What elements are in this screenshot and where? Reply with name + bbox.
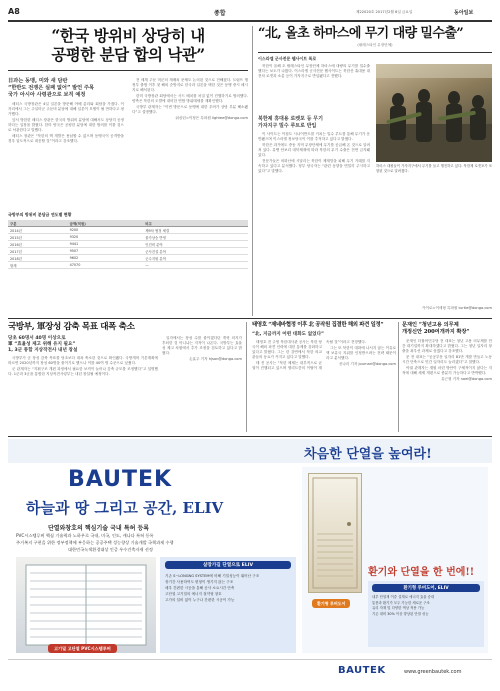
table-cell: 군수지원 분야 (143, 255, 248, 262)
ad-box2-item: 유리 자재 및 다양한 색상 적용 가능 (372, 606, 425, 611)
story3-body (8, 356, 158, 422)
ad-url-link[interactable]: www.greenbautek.com (404, 669, 462, 675)
story1-para: 한미 국방장관 회담에서는 사드 배치를 차질 없이 진행하기로 합의했다. 양측은 북한의 도발에 대비한 연합 방위태세를 재확인했다. (132, 94, 248, 103)
table-head: 구분 (8, 220, 68, 227)
story1-para: 매티스 장관은 “북한의 핵 개발은 용납할 수 없으며 동맹국이 공격받을 경우 압도적으로 대응할 것”이라고 강조했다. (8, 134, 124, 143)
column-rule (252, 26, 253, 316)
ad-main-title: 하늘과 땅 그리고 공간, ELIV (26, 499, 224, 517)
story3-sub2: 軍 “효율성 제고 위해 유지 필요” (8, 342, 76, 347)
story-defense-cost (8, 26, 248, 316)
story2-photo (376, 64, 492, 162)
story5-headline-2: 개정신안 200여개까지 확장” (402, 329, 470, 335)
table-row (8, 227, 248, 234)
paper-name: 동아일보 (454, 10, 474, 16)
ad-header-band (8, 439, 492, 463)
story1-headline-2: 공평한 분담 합의 낙관” (51, 45, 205, 64)
table-cell: — (143, 262, 248, 269)
story2-body-left (258, 132, 370, 252)
table-row (8, 248, 248, 255)
story5-byline: 유근형 기자 noel@donga.com (441, 377, 492, 381)
story3-sub1: 당초 60명서 40명 이상으로 (8, 336, 66, 341)
ad-badge-1: 고기밀 고단열 PVC시스템루버 (48, 644, 117, 653)
table-row (8, 241, 248, 248)
section-name: 종합 (214, 10, 226, 17)
story1-para: 매티스 국방장관은 4일 일본을 방문해 아베 총리와 회담을 가졌다. 이 자리에서 그는 주일미군 주둔비 분담에 대해 일본이 모델이 될 만하다고 평가했다. (8, 102, 124, 116)
ad-right-panel (302, 467, 488, 653)
story2-sub1: 북한제 휴대용 로켓포 등 무기 (258, 116, 323, 122)
table-cell: 군사건설 분야 (143, 248, 248, 255)
header-rule (8, 20, 492, 22)
story2-photo-caption: 하마스 대원들이 가자지구에서 무기를 들고 행진하고 있다. 북한제 로켓포가 포함된 것으로 알려졌다. (376, 164, 492, 173)
column-rule (398, 322, 399, 432)
story-north-korea-arms (258, 26, 492, 316)
table-cell: 9602 (68, 255, 144, 262)
story3-byline: 손효주 기자 hjson@donga.com (189, 357, 242, 361)
table-row (8, 255, 248, 262)
ad-sub-line-3: 대한민국녹색환경대상 인증 우수건축자재 선정 (68, 547, 153, 552)
story5-headline-1: 문재인 “청년고용 의무제 (402, 322, 459, 328)
story1-body-right (132, 78, 248, 200)
story1-sub1: 日과는 동맹, 미와 새 담판 (8, 78, 68, 84)
story1-rule (8, 70, 248, 71)
story1-table-title: 국방부의 방위비 분담금 연도별 현황 (8, 212, 72, 217)
date-line: 제22020호 2017년2월 6일 금요일 (356, 10, 413, 14)
story2-para: 이 사이트는 이집트 시나이반도를 거치는 밀수 루트를 통해 무기가 운반됐으며 이스라엘 정보당국이 이를 추적하고 있다고 밝혔다. (258, 132, 370, 141)
table-row (8, 234, 248, 241)
ad-badge-2: 환기형 루버도어 (312, 599, 350, 608)
ad-footer-logo: BAUTEK (338, 665, 386, 676)
table-head: 금액(억원) (68, 220, 144, 227)
ad-box2-head: 환기형 루버도어, ELIV (372, 584, 480, 592)
ad-box1-title: 살장가길 단열으로 ELIV (165, 561, 291, 569)
column-rule (246, 322, 247, 432)
story1-para: 국방부 관계자는 “이번 방문으로 동맹에 대한 우려가 상당 부분 해소됐다”고 설명했다. (132, 105, 248, 114)
table-cell: 인건비 분야 (143, 241, 248, 248)
ad-top-headline: 차음한 단열을 높여라! (304, 447, 432, 462)
table-cell: 9507 (68, 248, 144, 255)
story5-para: 문 전 대표는 “공공부문 일자리 81만 개를 만들고 노동시간 단축으로 민간 일자리도 늘리겠다”고 말했다. (402, 355, 492, 364)
table-row (8, 262, 248, 269)
story-moon-jaein (402, 322, 492, 432)
defense-cost-table (8, 220, 248, 269)
table-head: 비고 (143, 220, 248, 227)
table-cell: 제9차 협정 체결 (143, 227, 248, 234)
ad-box1-item: 기존 S~LONGNG SYSTEM에 비해 기밀성능이 뛰어난 구조 (165, 574, 260, 578)
ad-box1-item: 매우 간편한 시공을 통해 공사 소요시간 단축 (165, 586, 235, 590)
story4-para: 그는 또 북한이 대화에 나서지 않는 이유로 핵 보유국 지위를 인정받으려는 전략 때문이라고 분석했다. (326, 346, 396, 360)
ad-door-image (308, 473, 362, 593)
ad-sub-line-2: 주거복지 구현을 위한 정부정책에 부응하는 공공주택 성능향상 기술개발 국책과제 수행 (16, 540, 174, 545)
table-cell: 2017년 (8, 248, 68, 255)
ad-box1-item: 고단열 고기밀의 에너지 절약형 창호 (165, 592, 222, 596)
page-number: A8 (8, 7, 20, 16)
story3-body-2 (162, 336, 242, 428)
table-cell: 2015년 (8, 234, 68, 241)
table-cell: 2016년 (8, 241, 68, 248)
story2-headline: “北, 올초 하마스에 무기 대량 밀수출” (258, 26, 464, 41)
ad-box1-item: 장기간 사용하여도 변형이 생기지 않는 구조 (165, 580, 234, 584)
story3-headline: 국방부, 軍장성 감축 목표 대폭 축소 (8, 322, 135, 332)
window-louver-icon (16, 557, 156, 653)
story2-body-left-top (258, 64, 370, 114)
table-cell: 2018년 (8, 255, 68, 262)
story2-para: 북한이 올해 초 팔레스타인 무장단체 하마스에 대량의 무기를 밀수출했다는 보도가 나왔다. 이스라엘 군사전문 웹사이트는 북한산 휴대용 대전차 로켓과 소총 등이 가자지구로 반입됐다고 전했다. (258, 64, 370, 78)
story2-rule (258, 52, 492, 53)
bautek-advertisement (8, 436, 492, 684)
story3-para: 국방부가 군 장성 감축 목표를 당초보다 대폭 축소한 것으로 확인됐다. 국방개혁 기본계획에 따르면 2020년까지 장성 60명을 줄이기로 했으나 이를 40여 명 수준으로 낮췄다. (8, 356, 158, 365)
story1-table-box (8, 212, 248, 312)
story5-para: 문재인 더불어민주당 전 대표는 청년 고용 의무제를 민간 대기업까지 확대하겠다고 밝혔다. 그는 청년 일자리 창출을 최우선 과제로 삼겠다고 강조했다. (402, 339, 492, 353)
story5-para: 야권 관계자는 재원 마련 방안이 구체적이지 않다는 지적에 대해 세제 개편으로 충분히 가능하다고 반박했다. (402, 366, 492, 375)
story-thae-yongho (252, 322, 396, 432)
ad-logo: BAUTEK (68, 467, 173, 492)
story3-para: 일각에서는 장성 수를 줄이겠다던 개혁 의지가 후퇴한 것 아니냐는 지적이 나온다. 국방부는 효율성 제고 차원에서 추가 조정을 검토하고 있다고 밝혔다. (162, 336, 242, 355)
story3-para: 군 관계자는 “지휘구조 개편 과정에서 필요한 보직이 늘어나 감축 규모를 조정했다”고 설명했다. 1군과 3군을 통합한 지상작전사령부는 내년 창설될 예정이다. (8, 367, 158, 376)
story4-para: 태 전 공사는 “북한 체제는 내부적으로 균열이 진행되고 있으며 엘리트층의 이탈이 계속될 것”이라고 전망했다. (252, 340, 367, 370)
table-cell: 물가상승 반영 (143, 234, 248, 241)
story1-body-left (8, 102, 124, 206)
story2-kicker: 이스라엘 군사전문 웹사이트 폭로 (258, 56, 317, 61)
ad-box2-item: 통풍과 환기가 모두 가능한 새로운 구조 (372, 600, 430, 605)
ad-feature-box-1 (160, 557, 296, 653)
ad-box2-item: 내부 단열재 이중 설계로 에너지 효율 증대 (372, 595, 435, 599)
story5-body (402, 339, 492, 429)
story1-sub2: “한반도 전쟁은 실패 없어” 발언 주목 (8, 85, 95, 91)
section-rule (8, 318, 492, 319)
story-generals-cut (8, 322, 158, 432)
story1-byline: 워싱턴=이정은 특파원 lightee@donga.com (175, 116, 248, 120)
story1-headline-1: “한국 방위비 상당히 내 (51, 26, 205, 45)
story2-byline: 카이로=이세형 특파원 turtle@donga.com (422, 306, 492, 310)
story4-headline: 태영호 “제네바협정 이후 北 공작원 집결한 해외 파견 일정” (252, 322, 384, 328)
story4-para: 태영호 전 주영 북한대사관 공사는 북한 당국이 해외 파견 인력에 대한 통제를 강화하고 있다고 밝혔다. 그는 한 강연에서 북한 외교관들의 동요가 커지고 있다고 말했다. (252, 340, 322, 359)
militants-photo-icon (376, 64, 492, 162)
table-cell: 9441 (68, 241, 144, 248)
story2-para: 북한은 과거에도 중동 지역 무장단체에 무기를 공급해 온 것으로 알려져 있다. 유엔 안보리 대북제재에 따라 북한의 무기 수출은 전면 금지돼 있다. (258, 143, 370, 157)
story2-para: 전문가들은 외화난에 시달리는 북한이 제재망을 피해 무기 거래를 지속하고 있다고 분석했다. 정부 당국자는 “관련 동향을 면밀히 주시하고 있다”고 말했다. (258, 159, 370, 173)
table-cell: 합계 (8, 262, 68, 269)
story1-para: 전 세계 주둔 미군의 재배치 문제도 논의된 것으로 전해졌다. 트럼프 행정부 출범 이후 첫 해외 순방지로 한국과 일본을 택한 것은 동맹 중시 메시지로 해석된다. (132, 78, 248, 92)
ad-box1-item: 고가의 설비 없이 누구나 간편한 시공이 가능 (165, 598, 235, 602)
table-cell: 47070 (68, 262, 144, 269)
story3-sub3: 1, 3군 통합 지상작전사 내년 창설 (8, 348, 78, 353)
story1-para: 앞서 방한한 매티스 장관은 한국의 방위비 분담에 대해서도 상당히 공정하다는 입장을 밝혔다. 한미 양국은 공평한 분담에 대한 합의를 이룰 것으로 낙관한다고 말했다. (8, 118, 124, 132)
ad-sub-line: PVC시스템루버 핵심 기술력과 노하우로 국내, 미국, 인도, 캐나다 특허 등록 (16, 533, 154, 538)
ad-sub-title: 단열와창호의 핵심기술 국내 특허 등록 (48, 525, 150, 532)
table-cell: 2014년 (8, 227, 68, 234)
ad-feature-box-2 (368, 581, 484, 647)
story4-sub: “北, 지금까지 어떤 대화도 없었다” (252, 332, 325, 337)
story2-sub2: 가자지구 밀수 루트로 반입 (258, 123, 317, 129)
story1-sub3: 국가 아시아 사령관으로 보직 예정 (8, 92, 86, 98)
table-cell: 9320 (68, 234, 144, 241)
story2-tagline: (필레스타인 무장단체) (357, 43, 393, 47)
ad-footer (8, 659, 492, 683)
ad-box2-title: 환기와 단열을 한 번에!! (368, 567, 475, 578)
ad-window-image (16, 557, 156, 653)
page-header (8, 6, 492, 20)
story4-body (252, 340, 396, 430)
story4-byline: 신나리 기자 journari@donga.com (338, 362, 396, 366)
louver-door-icon (309, 474, 361, 592)
ad-box2-item: 기존 대비 30% 이상 향상된 단열 성능 (372, 611, 429, 616)
table-cell: 9200 (68, 227, 144, 234)
